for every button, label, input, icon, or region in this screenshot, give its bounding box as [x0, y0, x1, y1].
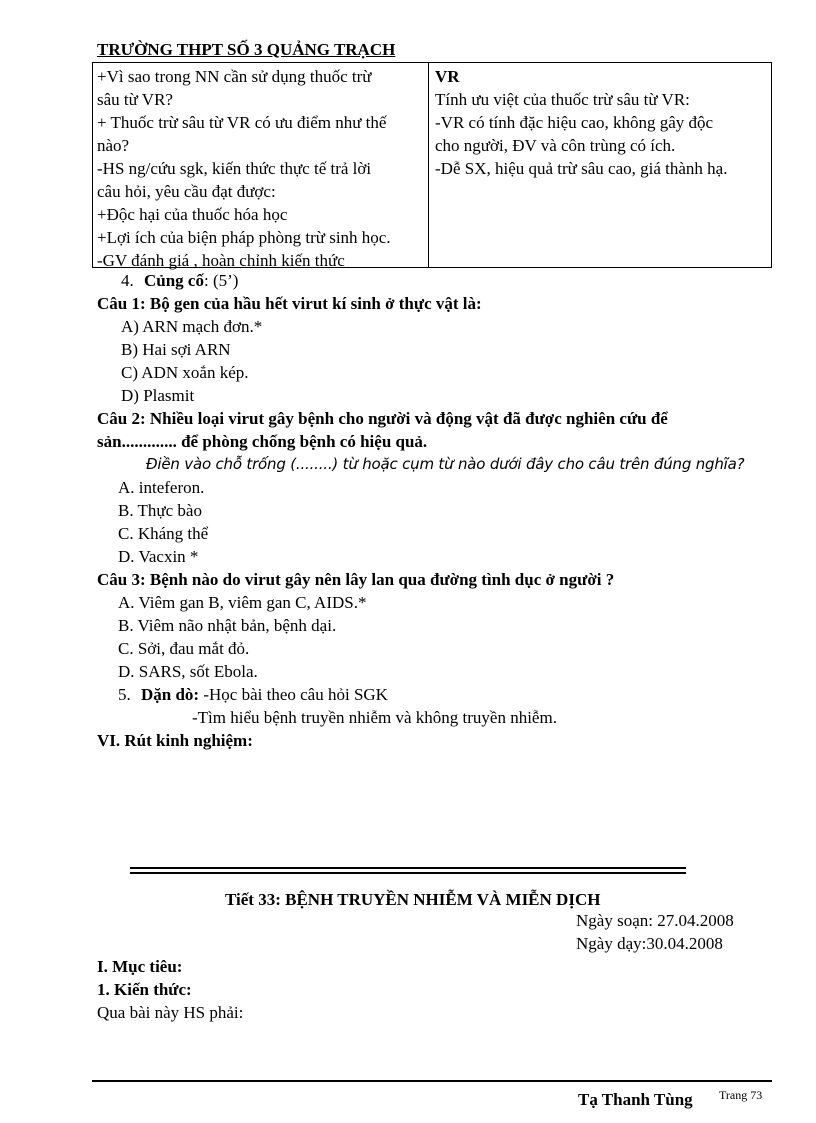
knowledge-heading: 1. Kiến thức: — [97, 980, 192, 999]
homework-heading — [118, 685, 388, 705]
q2-option-a: A. inteferon. — [118, 478, 205, 497]
footer-author: Tạ Thanh Tùng — [578, 1090, 693, 1109]
table-left-line: +Vì sao trong NN cần sử dụng thuốc trừ — [97, 67, 372, 86]
table-left-line: câu hỏi, yêu cầu đạt được: — [97, 182, 276, 201]
table-left-line: + Thuốc trừ sâu từ VR có ưu điểm như thế — [97, 113, 387, 132]
table-left-line: nào? — [97, 136, 130, 155]
footer-page: Trang 73 — [719, 1088, 763, 1102]
footer-rule — [92, 1080, 772, 1082]
date-taught: Ngày dạy:30.04.2008 — [576, 934, 723, 953]
table-left-line: -GV đánh giá , hoàn chỉnh kiến thức — [97, 251, 345, 270]
table-right-line: -VR có tính đặc hiệu cao, không gây độc — [435, 113, 714, 132]
table-left-line: -HS ng/cứu sgk, kiến thức thực tế trả lời — [97, 159, 372, 178]
table-left-line: +Độc hại của thuốc hóa học — [97, 205, 288, 224]
q1-option-b: B) Hai sợi ARN — [121, 340, 231, 359]
q3-option-a: A. Viêm gan B, viêm gan C, AIDS.* — [118, 593, 367, 612]
q2-option-c: C. Kháng thể — [118, 524, 209, 543]
consolidation-heading — [121, 271, 238, 291]
q1-option-a: A) ARN mạch đơn.* — [121, 317, 263, 336]
table-right-line: Tính ưu việt của thuốc trừ sâu từ VR: — [435, 90, 690, 109]
date-prepared: Ngày soạn: 27.04.2008 — [576, 911, 734, 930]
q2-option-b: B. Thực bào — [118, 501, 202, 520]
q1-option-d: D) Plasmit — [121, 386, 195, 405]
table-right-title: VR — [435, 67, 460, 86]
q3-option-b: B. Viêm não nhật bản, bệnh dại. — [118, 616, 337, 635]
question-3: Câu 3: Bệnh nào do virut gây nên lây lan qua đường tình dục ở người ? — [97, 570, 615, 589]
school-header: TRƯỜNG THPT SỐ 3 QUẢNG TRẠCH — [97, 40, 396, 59]
q2-instruction: Điền vào chỗ trống (........) từ hoặc cụm từ nào dưới đây cho câu trên đúng nghĩa? — [146, 455, 745, 473]
consolidation-num: 4. — [121, 271, 134, 290]
lesson-intro: Qua bài này HS phải: — [97, 1003, 244, 1022]
table-left-line: +Lợi ích của biện pháp phòng trừ sinh học. — [97, 228, 391, 247]
lesson-title: Tiết 33: BỆNH TRUYỀN NHIỄM VÀ MIỄN DỊCH — [225, 890, 601, 909]
content-table — [92, 62, 772, 268]
q3-option-d: D. SARS, sốt Ebola. — [118, 662, 258, 681]
divider-line — [130, 872, 686, 874]
q2-option-d: D. Vacxin * — [118, 547, 199, 566]
question-2-line2: sản............. để phòng chống bệnh có hiệu quả. — [97, 432, 428, 451]
divider-line — [130, 867, 686, 869]
consolidation-time: : (5’) — [203, 271, 239, 290]
question-2-line1: Câu 2: Nhiều loại virut gây bệnh cho người và động vật đã được nghiên cứu để — [97, 409, 668, 428]
homework-line1: -Học bài theo câu hỏi SGK — [199, 685, 388, 704]
table-right-line: cho người, ĐV và côn trùng có ích. — [435, 136, 676, 155]
table-right-line: -Dễ SX, hiệu quả trừ sâu cao, giá thành hạ. — [435, 159, 728, 178]
q1-option-c: C) ADN xoắn kép. — [121, 363, 249, 382]
table-column-divider — [428, 63, 429, 267]
homework-num: 5. — [118, 685, 131, 704]
experience-heading: VI. Rút kinh nghiệm: — [97, 731, 253, 750]
table-left-cell — [97, 65, 391, 272]
table-left-line: sâu từ VR? — [97, 90, 173, 109]
question-1: Câu 1: Bộ gen của hầu hết virut kí sinh ở thực vật là: — [97, 294, 482, 313]
objectives-heading: I. Mục tiêu: — [97, 957, 183, 976]
table-right-cell — [435, 65, 727, 180]
consolidation-label: Củng cố — [144, 271, 204, 290]
homework-line2: -Tìm hiểu bệnh truyền nhiễm và không truyền nhiễm. — [192, 708, 557, 727]
homework-label: Dặn dò: — [141, 685, 200, 704]
q3-option-c: C. Sởi, đau mắt đỏ. — [118, 639, 250, 658]
